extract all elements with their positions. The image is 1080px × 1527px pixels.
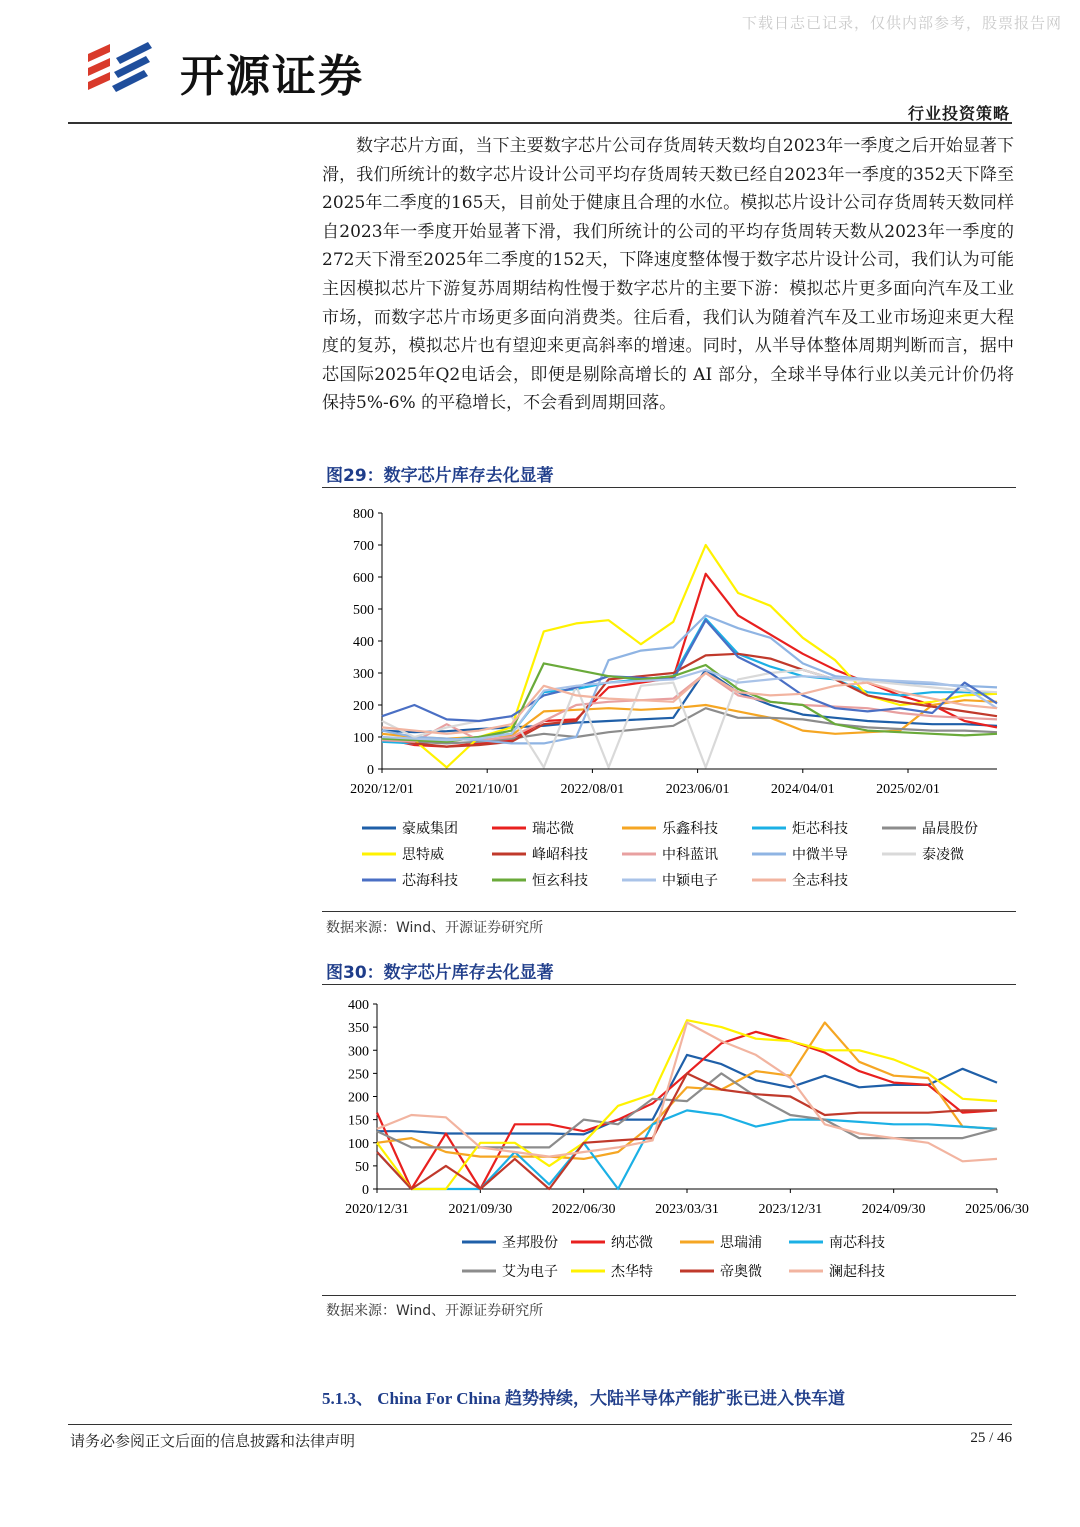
legend-label: 圣邦股份: [502, 1236, 558, 1251]
y-tick-label: 50: [355, 1159, 369, 1175]
y-tick-label: 300: [348, 1044, 369, 1060]
y-tick-label: 600: [353, 571, 374, 586]
figure30-top-rule: [322, 984, 1016, 985]
y-tick-label: 0: [362, 1183, 369, 1198]
legend-label: 杰华特: [611, 1265, 653, 1280]
figure29-source: 数据来源：Wind、开源证券研究所: [326, 920, 544, 936]
x-tick-label: 2021/09/30: [448, 1202, 513, 1217]
legend-label: 中微半导: [792, 848, 848, 863]
x-tick-label: 2025/02/01: [876, 782, 940, 797]
y-tick-label: 200: [348, 1090, 369, 1106]
legend-label: 思瑞浦: [720, 1236, 762, 1251]
figure30-chart: [322, 990, 1029, 1290]
figure30-bottom-rule: [322, 1295, 1016, 1296]
y-tick-label: 350: [348, 1021, 369, 1037]
legend-label: 炬芯科技: [792, 822, 848, 837]
watermark: 下载日志已记录，仅供内部参考，股票报告网: [741, 14, 1062, 32]
x-tick-label: 2023/12/31: [758, 1202, 823, 1217]
page-number: 25 / 46: [970, 1430, 1012, 1446]
legend-label: 帝奥微: [720, 1265, 762, 1280]
y-tick-label: 800: [353, 507, 374, 522]
x-tick-label: 2020/12/31: [345, 1202, 409, 1217]
y-tick-label: 0: [367, 763, 374, 778]
series-line: [377, 1020, 997, 1189]
legend-label: 全志科技: [792, 874, 848, 889]
x-tick-label: 2020/12/01: [350, 782, 414, 797]
body-paragraph: 数字芯片方面，当下主要数字芯片公司存货周转天数均自2023年一季度之后开始显著下滑，我们所统计的数字芯片设计公司平均存货周转天数已经自2023年一季度的352天下降至2025年二季度的165天，目前处于健康且合理的水位。模拟芯片设计公司存货周转天数同样自2023年一季度开始显著下滑，我们所统计的公司的平均存货周转天数从2023年一季度的272天下滑至2025年二季度的152天，下降速度整体慢于数字芯片设计公司，我们认为可能主因模拟芯片下游复苏周期结构性慢于数字芯片的主要下游：模拟芯片更多面向汽车及工业市场，而数字芯片市场更多面向消费类。往后看，我们认为随着汽车及工业市场迎来更大程度的复苏，模拟芯片也有望迎来更高斜率的增速。同时，从半导体整体周期判断而言，据中芯国际2025年Q2电话会，即便是剔除高增长的 AI 部分，全球半导体行业以美元计价仍将保持5%-6% 的平稳增长，不会看到周期回落。: [322, 136, 1014, 414]
x-tick-label: 2021/10/01: [455, 782, 520, 797]
company-logo: [88, 34, 408, 102]
y-tick-label: 150: [348, 1113, 369, 1129]
y-tick-label: 250: [348, 1067, 369, 1083]
section-heading: 5.1.3、 China For China 趋势持续，大陆半导体产能扩张已进入快车道: [322, 1389, 845, 1408]
footer-disclaimer: 请务必参阅正文后面的信息披露和法律声明: [70, 1432, 356, 1450]
figure29-chart: [322, 495, 1016, 905]
y-tick-label: 400: [353, 635, 374, 650]
legend-label: 恒玄科技: [532, 874, 588, 889]
y-tick-label: 100: [348, 1136, 369, 1152]
header-divider: [68, 122, 1012, 124]
x-tick-label: 2025/06/30: [965, 1202, 1029, 1217]
footer-divider: [68, 1424, 1012, 1425]
x-tick-label: 2024/04/01: [770, 782, 835, 797]
figure30-source: 数据来源：Wind、开源证券研究所: [326, 1303, 544, 1319]
y-tick-label: 700: [353, 539, 374, 554]
figure29-bottom-rule: [322, 911, 1016, 912]
series-line: [377, 1110, 997, 1189]
series-line: [382, 545, 997, 767]
legend-label: 晶晨股份: [922, 822, 978, 837]
x-tick-label: 2024/09/30: [861, 1202, 926, 1217]
legend-label: 南芯科技: [829, 1236, 885, 1251]
y-tick-label: 400: [348, 998, 369, 1013]
series-line: [377, 1023, 997, 1162]
x-tick-label: 2023/06/01: [665, 782, 730, 797]
legend-label: 瑞芯微: [532, 822, 574, 837]
legend-label: 豪威集团: [402, 822, 458, 837]
brand-name: 开源证券: [180, 51, 364, 102]
legend-label: 中科蓝讯: [662, 848, 718, 863]
legend-label: 泰凌微: [922, 848, 964, 863]
figure30-title: 图30：数字芯片库存去化显著: [326, 963, 554, 983]
legend-label: 乐鑫科技: [662, 822, 718, 837]
series-line: [377, 1055, 997, 1135]
y-tick-label: 500: [353, 603, 374, 618]
legend-label: 芯海科技: [402, 874, 458, 889]
x-tick-label: 2022/08/01: [560, 782, 625, 797]
legend-label: 中颖电子: [662, 874, 718, 889]
y-tick-label: 100: [353, 731, 374, 746]
y-tick-label: 300: [353, 667, 374, 682]
x-tick-label: 2023/03/31: [655, 1202, 719, 1217]
legend-label: 峰岹科技: [532, 848, 588, 863]
x-tick-label: 2022/06/30: [551, 1202, 616, 1217]
logo-mark-icon: [88, 34, 168, 98]
legend-label: 纳芯微: [611, 1236, 653, 1251]
figure29-top-rule: [322, 487, 1016, 488]
legend-label: 艾为电子: [502, 1265, 558, 1280]
legend-label: 澜起科技: [829, 1265, 885, 1280]
y-tick-label: 200: [353, 699, 374, 714]
report-category: 行业投资策略: [907, 104, 1010, 123]
figure29-title: 图29：数字芯片库存去化显著: [326, 466, 554, 486]
legend-label: 思特威: [402, 848, 444, 863]
